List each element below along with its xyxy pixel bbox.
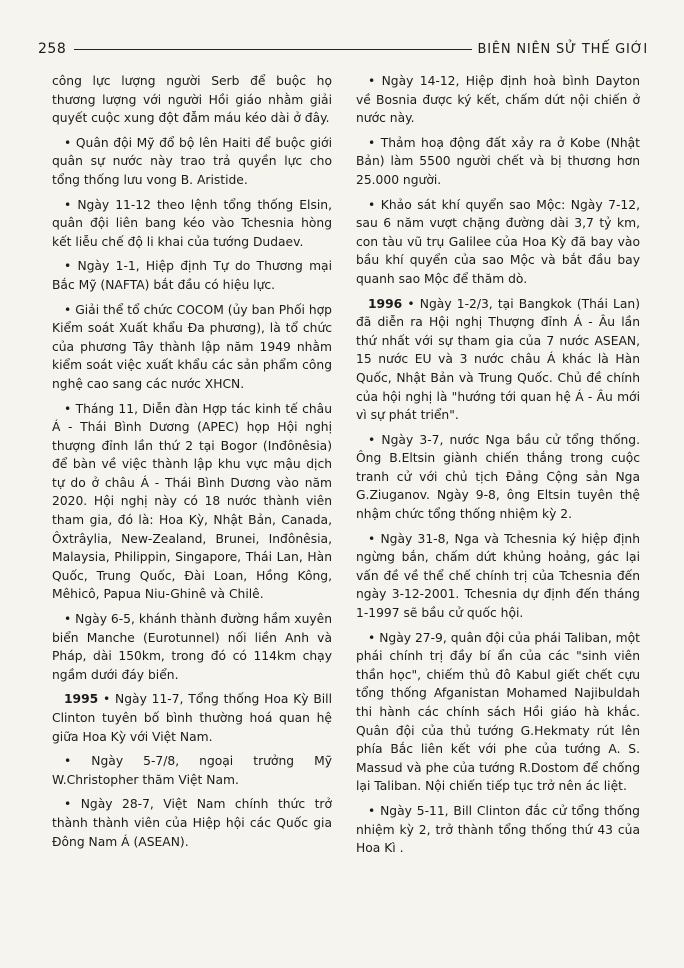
paragraph — [52, 400, 332, 605]
paragraph-text: • Thảm hoạ động đất xảy ra ở Kobe (Nhật Bản) làm 5500 người chết và bị thương hơn 25.000 người. — [356, 135, 640, 187]
paragraph — [356, 196, 640, 289]
paragraph-text: • Ngày 11-7, Tổng thống Hoa Kỳ Bill Clinton tuyên bố bình thường hoá quan hệ giữa Hoa Kỳ với Việt Nam. — [52, 692, 332, 744]
paragraph — [356, 629, 640, 796]
paragraph-text: • Giải thể tổ chức COCOM (ủy ban Phối hợp Kiểm soát Xuất khẩu Đa phương), là tổ chức của phương Tây thành lập năm 1949 nhằm kiểm soát việc xuất khẩu các sản phẩm công nghệ cao sang các nước XHCN. — [52, 302, 332, 391]
paragraph-text: • Ngày 28-7, Việt Nam chính thức trở thành thành viên của Hiệp hội các Quốc gia Đông Nam Á (ASEAN). — [52, 797, 332, 849]
paragraph-text: • Ngày 5-7/8, ngoại trưởng Mỹ W.Christopher thăm Việt Nam. — [52, 754, 332, 787]
paragraph — [52, 752, 332, 789]
paragraph-text: công lực lượng người Serb để buộc họ thương lượng với người Hồi giáo nhằm giải quyết cuộc xung đột đẫm máu kéo dài ở đây. — [52, 74, 332, 126]
paragraph-text: • Quân đội Mỹ đổ bộ lên Haiti để buộc giới quân sự nước này trao trả quyền lực cho tổng thống lưu vong B. Aristide. — [52, 135, 332, 187]
paragraph — [52, 72, 332, 128]
paragraph — [356, 134, 640, 190]
paragraph-text: • Ngày 14-12, Hiệp định hoà bình Dayton về Bosnia được ký kết, chấm dứt nội chiến ở nước này. — [356, 74, 640, 126]
paragraph-text: • Khảo sát khí quyển sao Mộc: Ngày 7-12, sau 6 năm vượt chặng đường dài 3,7 tỷ km, con tàu vũ trụ Galilee của Hoa Kỳ đã bay vào bầu khí quyển của sao Mộc và bắt đầu bay quanh sao Mộc để thăm dò. — [356, 197, 640, 286]
right-column — [356, 72, 640, 864]
page-number: 258 — [38, 41, 67, 57]
paragraph-text: • Tháng 11, Diễn đàn Hợp tác kinh tế châu Á - Thái Bình Dương (APEC) họp Hội nghị thượng đỉnh lần thứ 2 tại Bogor (Inđônêsia) để bàn về việc thành lập khu vực mậu dịch tự do ở châu Á - Thái Bình Dương vào năm 2020. Hội nghị này có 18 nước thành viên tham gia, đó là: Hoa Kỳ, Nhật Bản, Canada, Ôxtrâylia, New-Zealand, Brunei, Inđônêsia, Malaysia, Philippin, Singapore, Thái Lan, Hàn Quốc, Trung Quốc, Đài Loan, Hồng Kông, Mêhicô, Papua Niu-Ghinê và Chilê. — [52, 401, 332, 602]
paragraph — [356, 431, 640, 524]
paragraph-text: • Ngày 5-11, Bill Clinton đắc cử tổng thống nhiệm kỳ 2, trở thành tổng thống thứ 43 của Hoa Kì . — [356, 803, 640, 856]
paragraph — [356, 802, 640, 858]
year-label: 1995 — [64, 692, 99, 707]
paragraph — [52, 795, 332, 851]
header-rule — [74, 49, 471, 50]
paragraph-text: • Ngày 31-8, Nga và Tchesnia ký hiệp định ngừng bắn, chấm dứt khủng hoảng, gác lại vấn đề về thể chế chính trị của Tchesnia đến ngày 3-12-2001. Tchesnia dự định đến tháng 1-1997 sẽ bầu cử quốc hội. — [356, 531, 640, 621]
paragraph-text: • Ngày 1-1, Hiệp định Tự do Thương mại Bắc Mỹ (NAFTA) bắt đầu có hiệu lực. — [52, 259, 332, 292]
paragraph — [52, 134, 332, 190]
paragraph — [52, 257, 332, 294]
paragraph — [52, 301, 332, 394]
paragraph — [356, 72, 640, 128]
left-column — [52, 72, 332, 857]
paragraph-text: • Ngày 3-7, nước Nga bầu cử tổng thống. Ông B.Eltsin giành chiến thắng trong cuộc tranh cử với chủ tịch Đảng Cộng sản Nga G.Ziuganov. Ngày 9-8, ông Eltsin tuyên thệ nhậm chức tổng thống nhiệm kỳ 2. — [356, 432, 640, 522]
paragraph — [52, 610, 332, 684]
paragraph — [52, 690, 332, 746]
paragraph-text: • Ngày 27-9, quân đội của phái Taliban, một phái chính trị đầy bí ẩn của các "sinh viên thần học", chiếm thủ đô Kabul giết chết cựu tổng thống Afganistan Mohamed Najibuldah thi hành các chính sách Hồi giáo hà khắc. Quân đội của thủ tướng G.Hekmaty rút lên phía Bắc liên kết với phe của tướng A. S. Massud và phe của tướng R.Dostom để chống lại Taliban. Nội chiến tiếp tục trở nên ác liệt. — [356, 630, 640, 794]
running-title: BIÊN NIÊN SỬ THẾ GIỚI — [477, 41, 648, 57]
paragraph-text: • Ngày 6-5, khánh thành đường hầm xuyên biển Manche (Eurotunnel) nối liền Anh và Pháp, dài 150km, trong đó có 114km chạy ngầm dưới đáy biển. — [52, 612, 332, 682]
paragraph — [52, 196, 332, 252]
paragraph — [356, 530, 640, 623]
paragraph-text: • Ngày 1-2/3, tại Bangkok (Thái Lan) đã diễn ra Hội nghị Thượng đỉnh Á - Âu lần thứ nhất với sự tham gia của 7 nước ASEAN, 15 nước EU và 3 nước châu Á khác là Hàn Quốc, Nhật Bản và Trung Quốc. Chủ đề chính của hội nghị là "hướng tới quan hệ Á - Âu mới vì sự phát triển". — [356, 296, 640, 423]
paragraph — [356, 295, 640, 425]
page-header — [38, 38, 648, 60]
paragraph-text: • Ngày 11-12 theo lệnh tổng thống Elsin, quân đội liên bang kéo vào Tchesnia hòng kết liễu chế độ li khai của tướng Dudaev. — [52, 197, 332, 249]
year-label: 1996 — [368, 296, 403, 311]
